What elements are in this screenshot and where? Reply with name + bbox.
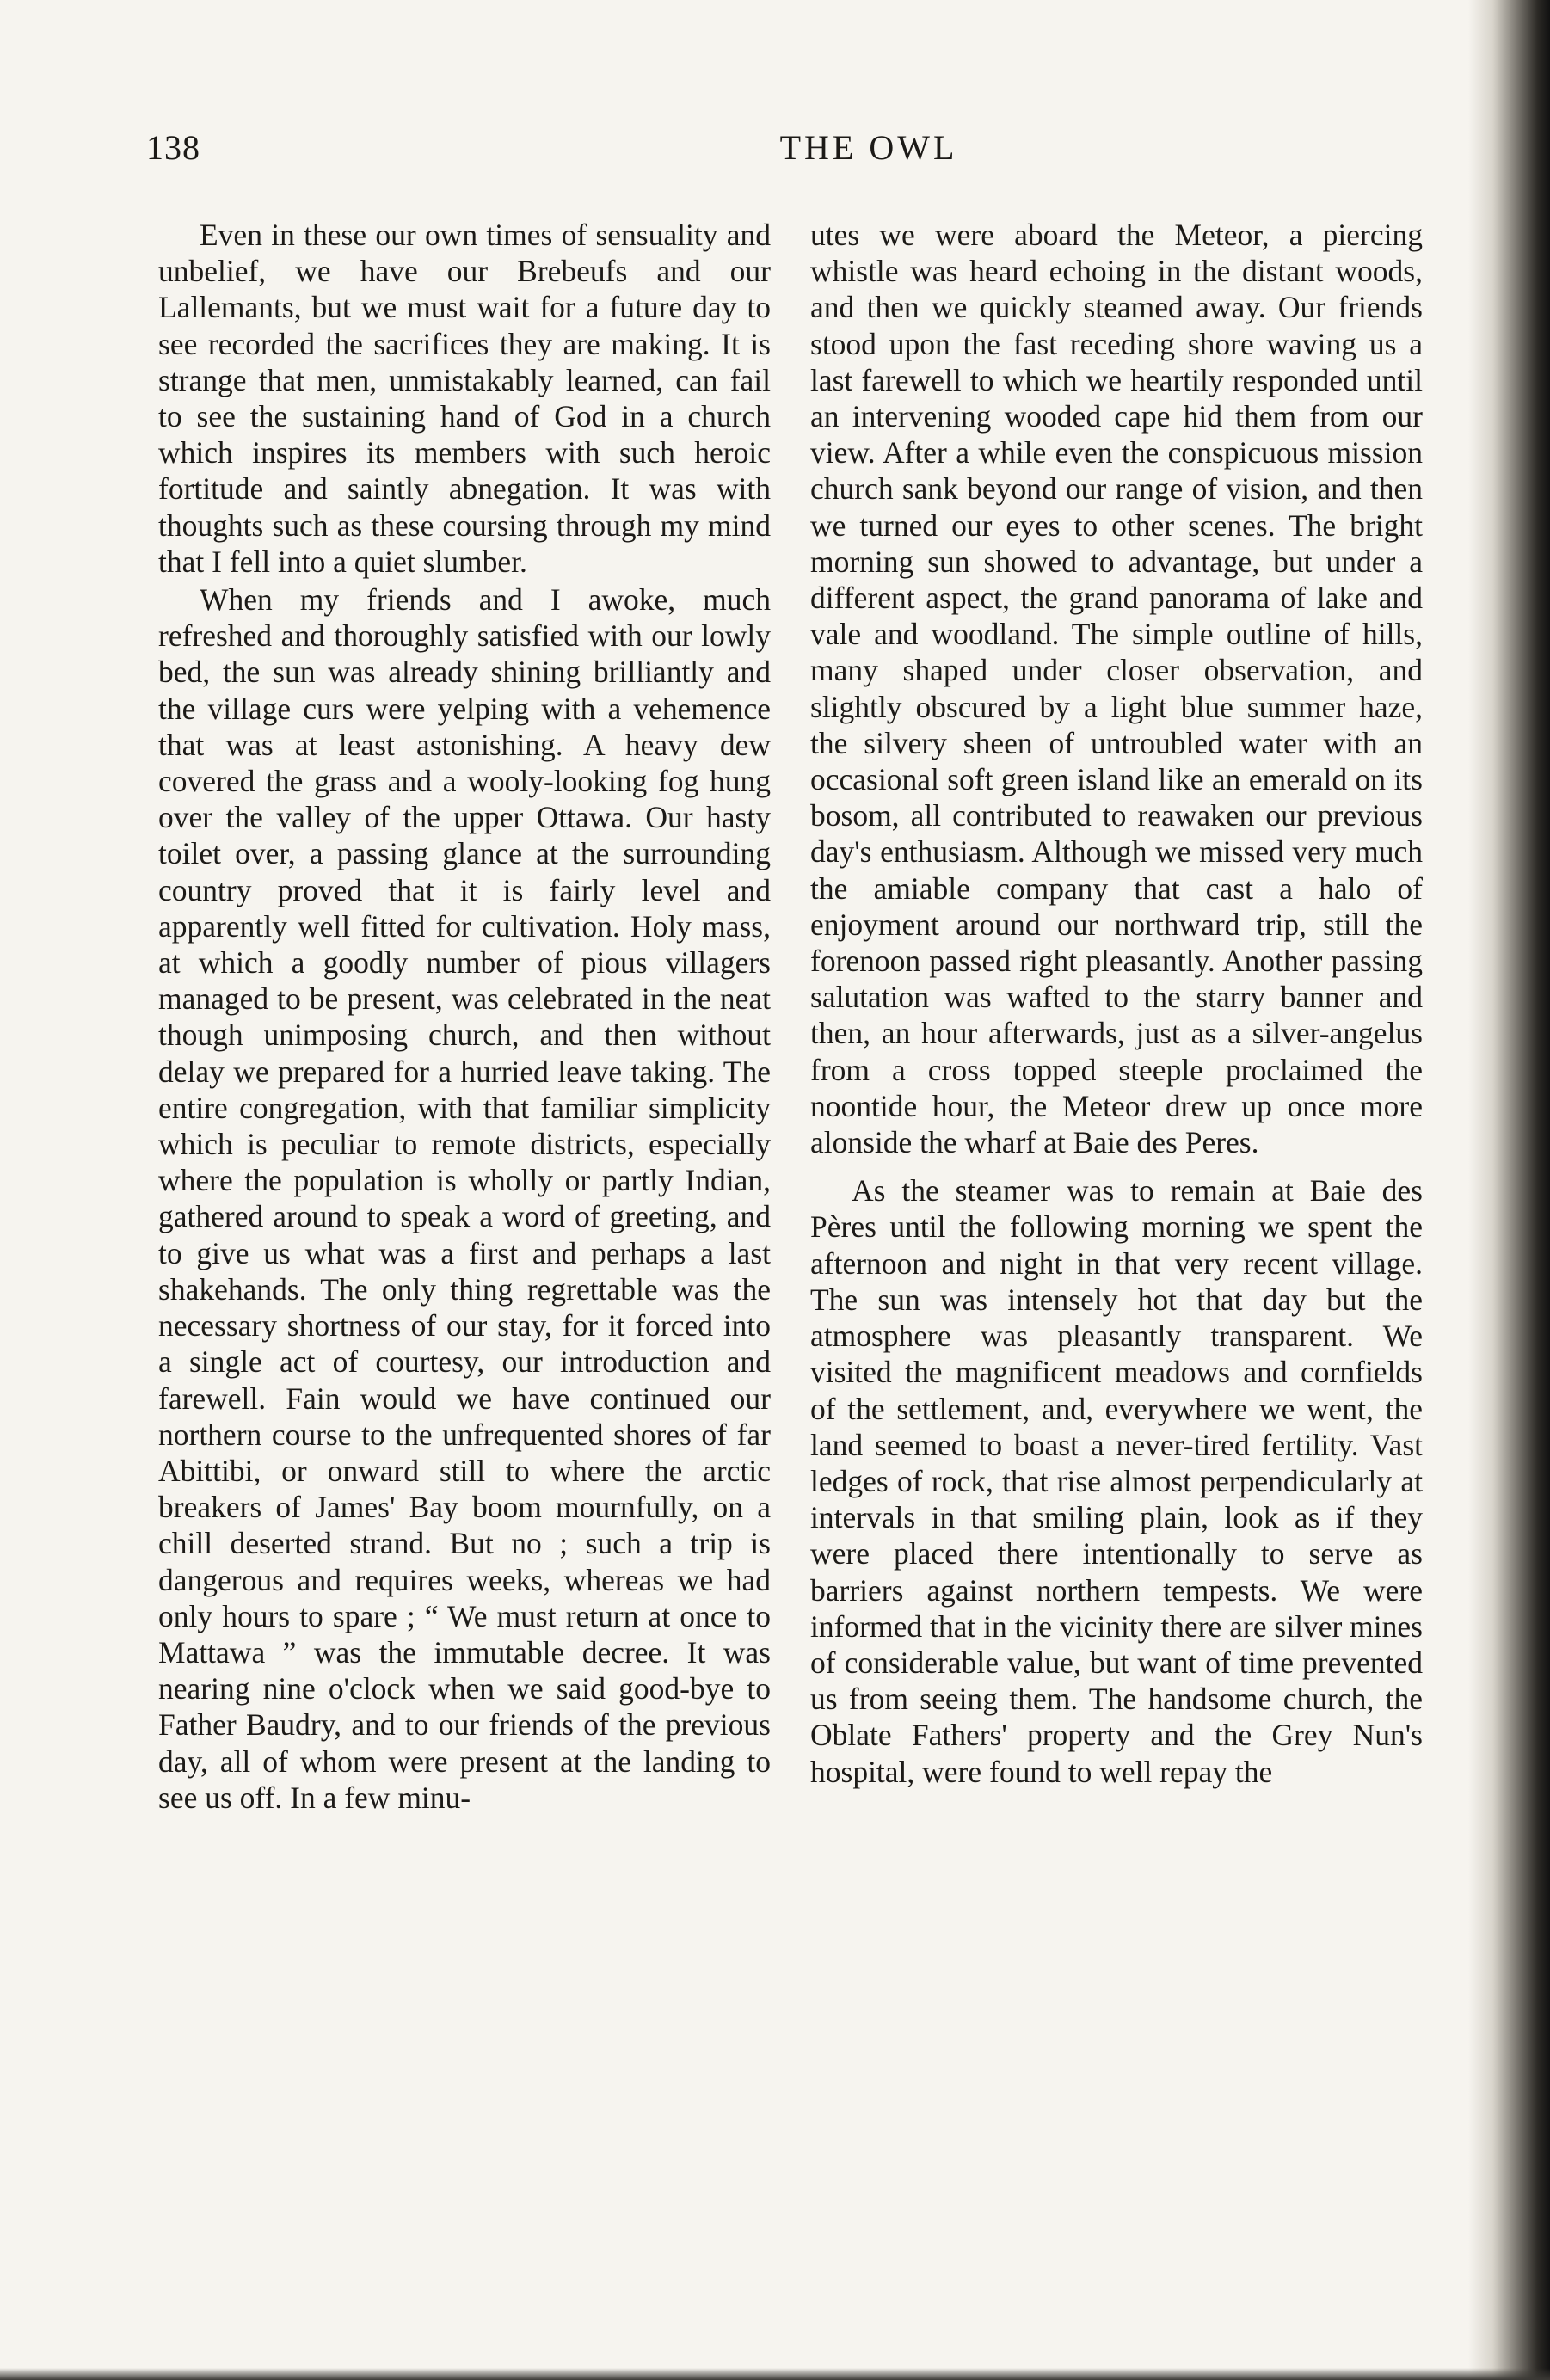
left-column <box>158 217 771 1816</box>
paragraph: Even in these our own times of sensuality and unbelief, we have our Brebeufs and our Lallemants, but we must wait for a future day to see recorded the sacrifices they are making. It is strange that men, unmistakably learned, can fail to see the sustaining hand of God in a church which inspires its members with such heroic fortitude and saintly abnegation. It was with thoughts such as these coursing through my mind that I fell into a quiet slumber. <box>158 218 771 579</box>
page-number: 138 <box>146 128 200 167</box>
paragraph: When my friends and I awoke, much refreshed and thoroughly satisfied with our lowly bed, the sun was already shining brilliantly and the village curs were yelping with a vehemence that was at least astonishing. A heavy dew covered the grass and a wooly-looking fog hung over the valley of the upper Ottawa. Our hasty toilet over, a passing glance at the surrounding country proved that it is fairly level and apparently well fitted for cultivation. Holy mass, at which a goodly number of pious villagers managed to be present, was celebrated in the neat though unimposing church, and then without delay we prepared for a hurried leave taking. The entire congregation, with that familiar simplicity which is peculiar to remote districts, especially where the population is wholly or partly Indian, gathered around to speak a word of greeting, and to give us what was a first and perhaps a last shakehands. The only thing regrettable was the necessary shortness of our stay, for it forced into a single act of courtesy, our introduction and farewell. Fain would we have continued our northern course to the unfrequented shores of far Abittibi, or onward still to where the arctic breakers of James' Bay boom mournfully, on a chill deserted strand. But no ; such a trip is dangerous and requires weeks, whereas we had only hours to spare ; “ We must return at once to Mattawa ” was the immutable decree. It was nearing nine o'clock when we said good-bye to Father Baudry, and to our friends of the previous day, all of whom were present at the landing to see us off. In a few minu- <box>158 582 771 1815</box>
page-bottom-edge <box>0 2368 1550 2380</box>
running-title: THE OWL <box>779 128 958 167</box>
paragraph: As the steamer was to remain at Baie des Pères until the following morning we spent the afternoon and night in that very recent village. The sun was intensely hot that day but the atmosphere was pleasantly transparent. We visited the magnificent meadows and cornfields of the settlement, and, everywhere we went, the land seemed to boast a never-tired fertility. Vast ledges of rock, that rise almost perpendicularly at intervals in that smiling plain, look as if they were placed there intentionally to serve as barriers against northern tempests. We were informed that in the vicinity there are silver mines of considerable value, but want of time prevented us from seeing them. The handsome church, the Oblate Fathers' property and the Grey Nun's hospital, were found to well repay the <box>810 1173 1423 1789</box>
page-header <box>146 127 1419 179</box>
book-binding-shadow <box>1468 0 1550 2380</box>
paragraph: utes we were aboard the Meteor, a piercing whistle was heard echoing in the distant woods, and then we quickly steamed away. Our friends stood upon the fast receding shore waving us a last farewell to which we heartily responded until an intervening wooded cape hid them from our view. After a while even the conspicuous mission church sank beyond our range of vision, and then we turned our eyes to other scenes. The bright morning sun showed to advantage, but under a different aspect, the grand panorama of lake and vale and woodland. The simple outline of hills, many shaped under closer observation, and slightly obscured by a light blue summer haze, the silvery sheen of untroubled water with an occasional soft green island like an emerald on its bosom, all contributed to reawaken our previous day's enthusiasm. Although we missed very much the amiable company that cast a halo of enjoyment around our northward trip, still the forenoon passed right pleasantly. Another passing salutation was wafted to the starry banner and then, an hour afterwards, just as a silver-angelus from a cross topped steeple proclaimed the noontide hour, the Meteor drew up once more alonside the wharf at Baie des Peres. <box>810 218 1423 1160</box>
right-column <box>810 217 1423 1790</box>
